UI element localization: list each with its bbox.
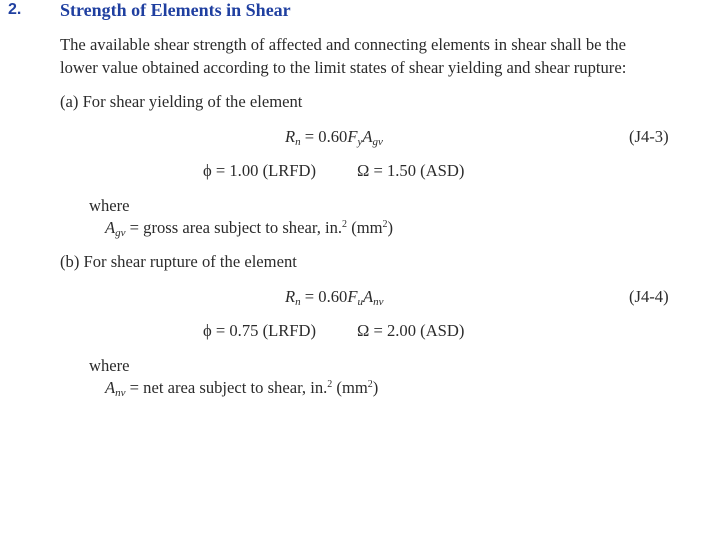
- definition-anv: [105, 378, 378, 398]
- eq-a-lhs-sub: n: [295, 136, 301, 148]
- phi-a: ϕ = 1.00 (LRFD): [203, 161, 317, 180]
- def-b-text: = net area subject to shear, in.: [125, 378, 328, 397]
- eq-a-F: F: [347, 127, 358, 146]
- eq-a-equals: = 0.60: [300, 127, 348, 146]
- where-a: where: [89, 196, 130, 215]
- where-b: where: [89, 356, 130, 375]
- part-a-label: (a): [60, 92, 79, 111]
- part-a-heading-row: [60, 92, 302, 112]
- def-b-symbol-sub: nv: [115, 387, 126, 399]
- phi-b: ϕ = 0.75 (LRFD): [203, 321, 317, 340]
- section-title: Strength of Elements in Shear: [60, 0, 291, 20]
- def-a-sup: 2: [342, 219, 348, 230]
- def-b-paren-sup: 2: [367, 379, 373, 390]
- eq-b-equals: = 0.60: [300, 287, 348, 306]
- equation-j4-3: [285, 127, 383, 147]
- eq-b-F-sub: u: [357, 296, 363, 308]
- def-b-sup: 2: [327, 379, 333, 390]
- def-a-symbol-sub: gv: [115, 227, 126, 239]
- eq-a-A: A: [362, 127, 373, 146]
- intro-line-1: The available shear strength of affected and connecting elements in shear shall be the: [60, 35, 626, 54]
- part-b-label: (b): [60, 252, 80, 271]
- part-a-heading: For shear yielding of the element: [82, 92, 303, 111]
- def-b-symbol: A: [105, 378, 116, 397]
- section-number: 2.: [8, 1, 22, 18]
- equation-number-j4-4: (J4-4): [629, 287, 669, 306]
- eq-b-A-sub: nv: [373, 296, 384, 308]
- def-a-paren-close: ): [387, 218, 394, 237]
- def-a-text: = gross area subject to shear, in.: [125, 218, 343, 237]
- eq-a-lhs: R: [285, 127, 296, 146]
- eq-a-F-sub: y: [357, 136, 363, 148]
- part-b-heading: For shear rupture of the element: [83, 252, 297, 271]
- eq-b-lhs: R: [285, 287, 296, 306]
- eq-a-A-sub: gv: [372, 136, 383, 148]
- omega-a: Ω = 1.50 (ASD): [357, 161, 465, 180]
- part-b-heading-row: [60, 252, 297, 272]
- definition-agv: [105, 218, 393, 238]
- def-b-paren-open: (mm: [332, 378, 368, 397]
- equation-number-j4-3: (J4-3): [629, 127, 669, 146]
- def-a-paren-open: (mm: [347, 218, 383, 237]
- eq-b-lhs-sub: n: [295, 296, 301, 308]
- def-b-paren-close: ): [372, 378, 379, 397]
- equation-j4-4: [285, 287, 384, 307]
- intro-paragraph: [60, 33, 680, 79]
- def-a-paren-sup: 2: [382, 219, 388, 230]
- omega-b: Ω = 2.00 (ASD): [357, 321, 465, 340]
- intro-line-2: lower value obtained according to the limit states of shear yielding and shear rupture:: [60, 58, 627, 77]
- def-a-symbol: A: [105, 218, 116, 237]
- eq-b-A: A: [362, 287, 374, 306]
- eq-b-F: F: [347, 287, 358, 306]
